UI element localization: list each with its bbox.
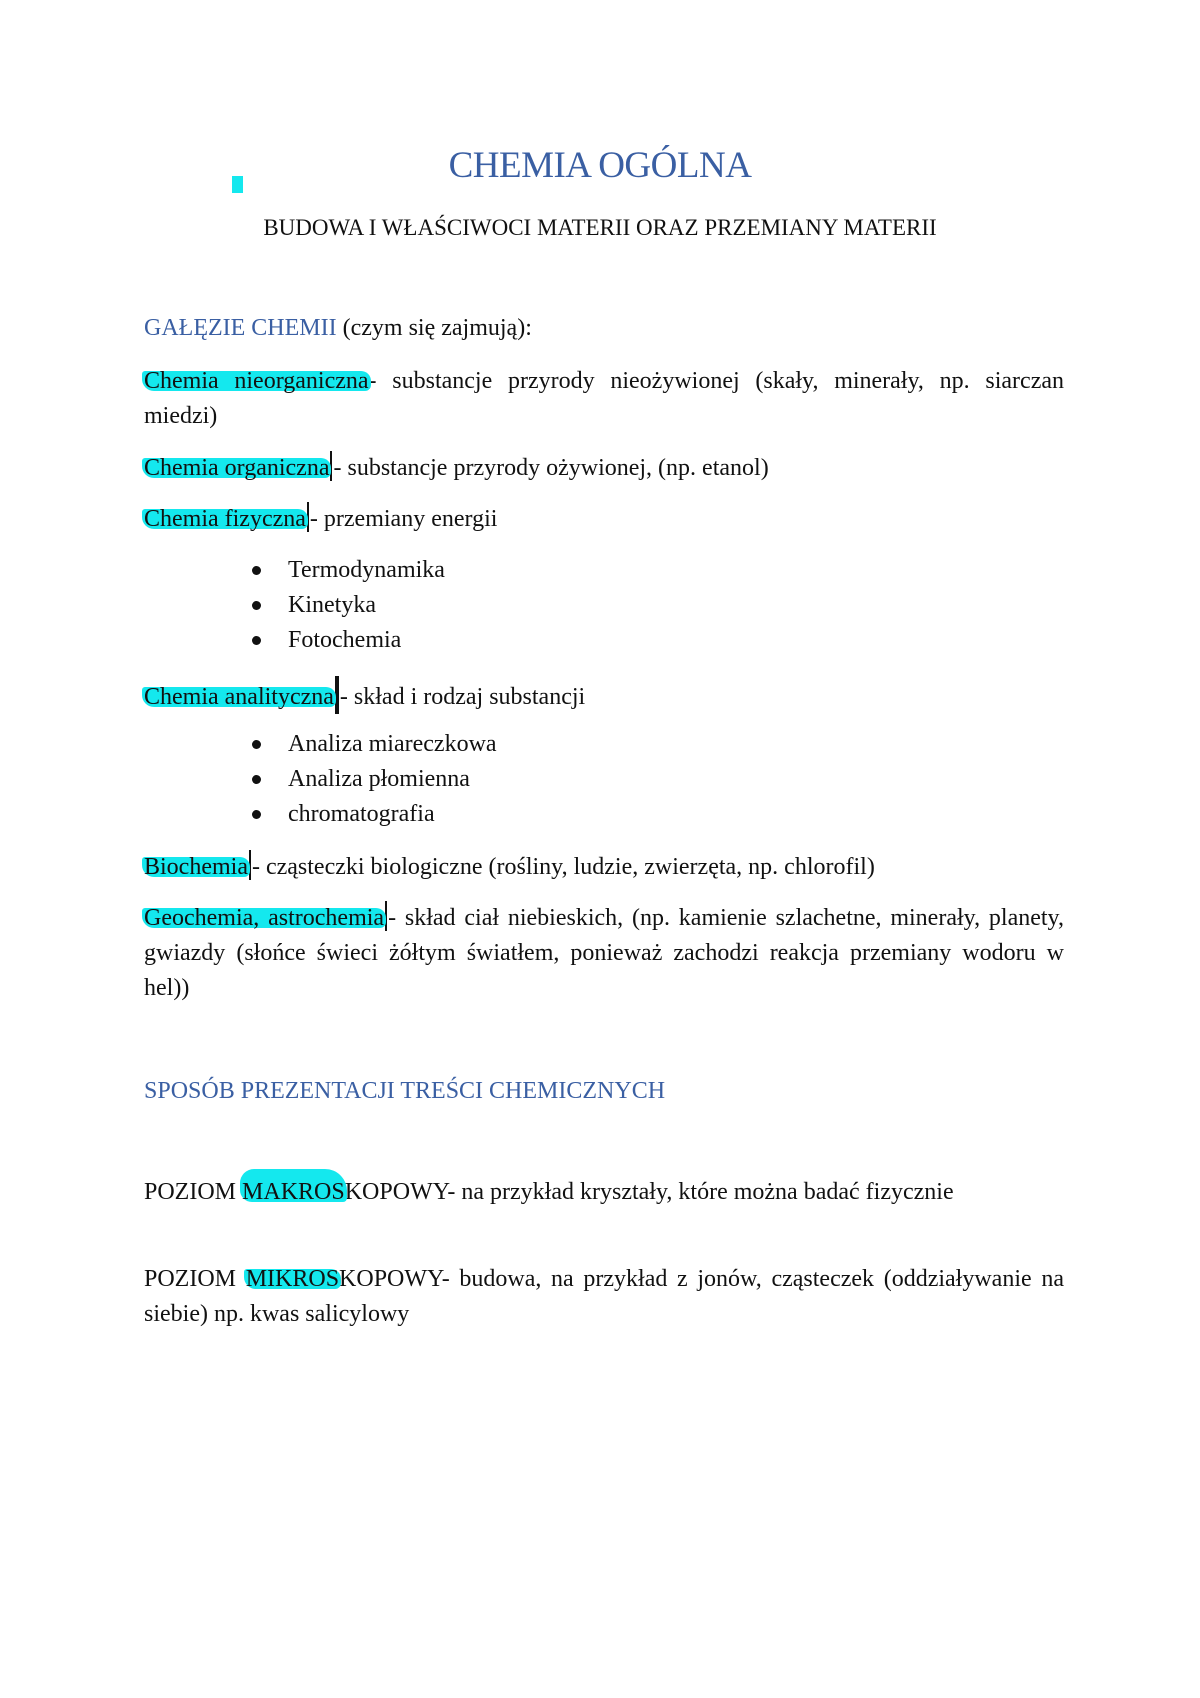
branch-paragraph	[144, 676, 1064, 715]
list-item: Analiza płomienna	[250, 762, 497, 797]
section-heading-branches	[144, 315, 532, 342]
level-prefix: POZIOM	[144, 1266, 246, 1292]
branch-paragraph	[144, 502, 1064, 537]
level-paragraph	[144, 1175, 1064, 1210]
level-rest: KOPOWY- budowa, na przykład z jonów, cząsteczek (oddziaływanie na siebie) np. kwas salicylowy	[144, 1266, 1064, 1327]
branch-paragraph	[144, 364, 1064, 434]
branch-term: Biochemia	[144, 854, 248, 880]
physical-chemistry-list	[250, 553, 445, 658]
list-item: Termodynamika	[250, 553, 445, 588]
list-item: Fotochemia	[250, 623, 445, 658]
branch-desc: - substancje przyrody nieożywionej (skały, minerały, np. siarczan miedzi)	[144, 368, 1064, 429]
branch-desc: - cząsteczki biologiczne (rośliny, ludzie, zwierzęta, np. chlorofil)	[251, 854, 875, 880]
level-paragraph	[144, 1262, 1064, 1332]
branch-paragraph	[144, 850, 1064, 885]
branch-desc: - substancje przyrody ożywionej, (np. etanol)	[333, 455, 769, 481]
branch-desc: - przemiany energii	[309, 506, 498, 532]
branch-term: Chemia fizyczna	[144, 506, 306, 532]
branch-term: Chemia nieorganiczna	[144, 368, 369, 394]
branch-desc: - skład i rodzaj substancji	[339, 684, 586, 710]
list-item: Analiza miareczkowa	[250, 727, 497, 762]
list-item: chromatografia	[250, 797, 497, 832]
level-term: MAKROS	[242, 1179, 345, 1205]
branch-paragraph	[144, 451, 1064, 486]
section-heading-suffix: (czym się zajmują):	[336, 315, 532, 341]
branch-paragraph	[144, 901, 1064, 1006]
level-prefix: POZIOM	[144, 1179, 243, 1205]
level-rest: KOPOWY- na przykład kryształy, które można badać fizycznie	[344, 1179, 954, 1205]
branch-desc: - skład ciał niebieskich, (np. kamienie szlachetne, minerały, planety, gwiazdy (słońce świeci żółtym światłem, ponieważ zachodzi reakcja przemiany wodoru w hel))	[144, 905, 1064, 1001]
section-heading-text: GAŁĘZIE CHEMII	[144, 315, 337, 341]
list-item: Kinetyka	[250, 588, 445, 623]
document-title: CHEMIA OGÓLNA	[448, 145, 752, 186]
branch-term: Geochemia, astrochemia	[144, 905, 385, 931]
analytical-chemistry-list	[250, 727, 497, 832]
section-heading-presentation: SPOSÓB PREZENTACJI TREŚCI CHEMICZNYCH	[144, 1078, 666, 1104]
level-term: MIKROS	[245, 1266, 340, 1292]
branch-term: Chemia analityczna	[144, 684, 334, 710]
branch-term: Chemia organiczna	[144, 455, 330, 481]
document-subtitle: BUDOWA I WŁAŚCIWOCI MATERII ORAZ PRZEMIANY MATERII	[263, 215, 937, 240]
